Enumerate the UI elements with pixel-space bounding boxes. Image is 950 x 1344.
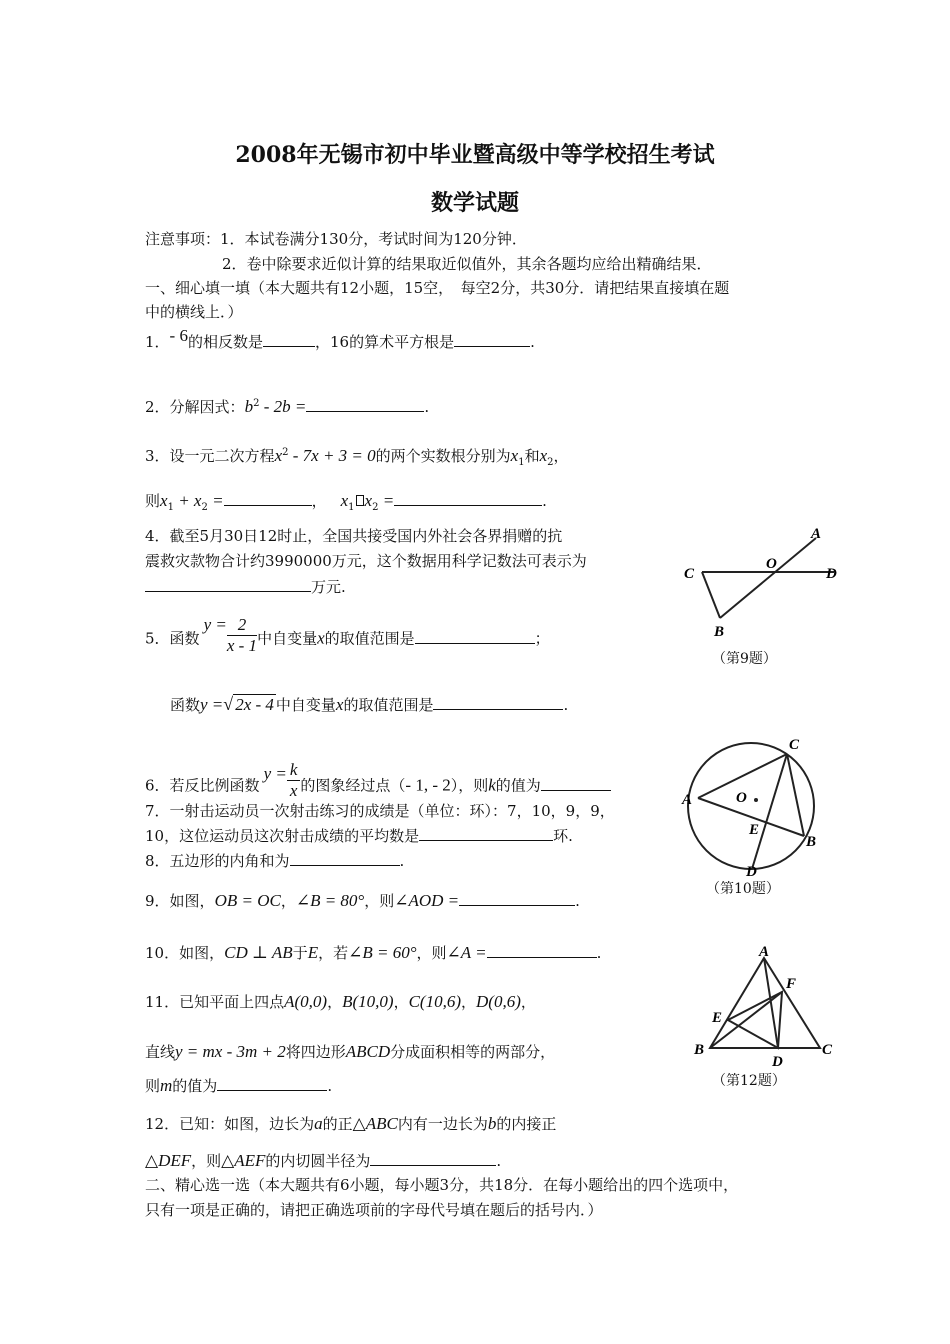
q5-y: y = bbox=[203, 614, 227, 634]
q3-text-3: 和 bbox=[524, 447, 540, 465]
q1-number: 1． bbox=[145, 333, 170, 351]
q4-end: 万元. bbox=[311, 578, 346, 596]
fig10-label-b: B bbox=[806, 834, 817, 850]
q2-expr-b: b bbox=[244, 397, 254, 416]
q11-m: m bbox=[160, 1076, 173, 1095]
q11-point-a: A(0,0) bbox=[284, 992, 328, 1011]
q2-end: . bbox=[424, 398, 430, 416]
fig12-label-f: F bbox=[786, 976, 797, 992]
question-12-line-2 bbox=[145, 1150, 501, 1171]
section1-line-1: 一、细心填一填（本大题共有12小题，15空， 每空2分，共30分．请把结果直接填在题 bbox=[145, 279, 730, 297]
q9-expr-3: ∠AOD = bbox=[394, 891, 460, 910]
question-4-line-1: 4．截至5月30日12时止，全国共接受国内外社会各界捐赠的抗 bbox=[145, 527, 563, 545]
fig12-label-e: E bbox=[712, 1010, 723, 1026]
q10-number: 10． bbox=[145, 944, 180, 962]
fig9-line-cb bbox=[702, 572, 720, 618]
q3-x2: x bbox=[539, 446, 548, 465]
q5-blank-1[interactable] bbox=[415, 628, 535, 644]
q12-text-1: 已知：如图，边长为 bbox=[179, 1115, 315, 1133]
q11-number: 11． bbox=[145, 993, 180, 1011]
q3-sum-a: x bbox=[160, 491, 168, 510]
q5-text-2: 中自变量 bbox=[257, 629, 318, 648]
question-4-line-2: 震救灾款物合计约3990000万元，这个数据用科学记数法可表示为 bbox=[145, 552, 587, 570]
q5-text-4: 函数 bbox=[170, 696, 201, 714]
q3-number: 3． bbox=[145, 447, 170, 465]
q5-text-6: 的取值范围是 bbox=[343, 696, 434, 714]
q12-text-3: 内有一边长为 bbox=[397, 1115, 488, 1133]
q6-y: y = bbox=[263, 763, 287, 783]
q11-blank[interactable] bbox=[217, 1075, 327, 1091]
q12-def: △DEF bbox=[145, 1151, 192, 1170]
figure-9 bbox=[676, 524, 846, 644]
fig9-label-b: B bbox=[714, 624, 725, 640]
question-2 bbox=[145, 394, 429, 417]
notes-line-1 bbox=[145, 229, 527, 249]
question-11-line-2 bbox=[145, 1042, 555, 1062]
q5-fraction-numerator: 2 bbox=[227, 615, 257, 636]
q6-point: - 1, - 2 bbox=[405, 775, 451, 795]
q10-expr-3: ∠B = 60° bbox=[348, 943, 417, 962]
fig9-line-ba bbox=[720, 538, 816, 618]
q9-number: 9． bbox=[145, 892, 170, 910]
section2-line-1: 二、精心选一选（本大题共有6小题，每小题3分，共18分．在每小题给出的四个选项中， bbox=[145, 1176, 739, 1194]
q6-text-3: ），则 bbox=[450, 776, 489, 795]
fig9-label-a: A bbox=[811, 526, 822, 542]
q12-text-5: ，则 bbox=[191, 1152, 222, 1170]
q6-fraction bbox=[287, 760, 301, 801]
q11-point-d: D(0,6) bbox=[476, 992, 521, 1011]
q9-end: . bbox=[575, 892, 580, 910]
q2-text-1: 分解因式： bbox=[169, 398, 245, 416]
q1-end: . bbox=[530, 333, 535, 351]
q5-text-1: 函数 bbox=[169, 629, 200, 648]
q12-end: . bbox=[496, 1152, 502, 1170]
q7-blank[interactable] bbox=[419, 825, 553, 841]
q6-text-2: 的图象经过点（ bbox=[300, 776, 406, 795]
question-7-line-1: 7．一射击运动员一次射击练习的成绩是（单位：环）：7，10，9，9， bbox=[145, 802, 615, 820]
q11-sep-2: ， bbox=[393, 993, 409, 1011]
q10-expr-4: ∠A = bbox=[446, 943, 487, 962]
q10-end: . bbox=[596, 944, 602, 962]
q11-sep-1: ， bbox=[327, 993, 343, 1011]
fig10-chord-cd bbox=[752, 754, 787, 869]
q3-then: 则 bbox=[145, 492, 161, 510]
q3-text-1: 设一元二次方程 bbox=[169, 447, 275, 465]
q3-sum-sub-1: 1 bbox=[167, 502, 174, 513]
q3-prod-eq: = bbox=[378, 491, 395, 510]
fig12-label-c: C bbox=[822, 1042, 833, 1058]
fig12-line-ad bbox=[764, 958, 778, 1048]
q8-blank[interactable] bbox=[290, 850, 400, 866]
q1-blank-1[interactable] bbox=[263, 331, 315, 347]
question-12-line-1 bbox=[145, 1114, 556, 1134]
q8-text: 8．五边形的内角和为 bbox=[145, 852, 290, 870]
q5-blank-2[interactable] bbox=[433, 694, 563, 710]
q9-text-2: ， bbox=[280, 892, 296, 910]
fig10-label-e: E bbox=[749, 822, 760, 838]
exam-subtitle: 数学试题 bbox=[430, 190, 519, 216]
fig10-label-o: O bbox=[736, 790, 747, 806]
q3-comma: ， bbox=[311, 492, 327, 510]
fig12-label-b: B bbox=[694, 1042, 705, 1058]
q12-b: b bbox=[487, 1114, 497, 1133]
q11-text-1: 已知平面上四点 bbox=[179, 993, 285, 1011]
q3-eq-rest: - 7x + 3 = 0 bbox=[288, 446, 376, 465]
q11-text-5: 则 bbox=[145, 1077, 161, 1095]
q3-text-4: ， bbox=[553, 447, 569, 465]
question-11-line-3 bbox=[145, 1075, 332, 1096]
fig10-label-a: A bbox=[682, 792, 693, 808]
q6-blank[interactable] bbox=[541, 775, 611, 791]
q12-blank[interactable] bbox=[370, 1150, 496, 1166]
q12-a: a bbox=[314, 1114, 323, 1133]
question-7-line-2 bbox=[145, 825, 573, 846]
q12-abc: △ABC bbox=[352, 1114, 398, 1133]
q4-blank[interactable] bbox=[145, 576, 311, 592]
question-5-line-1 bbox=[145, 614, 550, 660]
q12-text-4: 的内接正 bbox=[496, 1115, 557, 1133]
q6-text-1: 若反比例函数 bbox=[169, 776, 260, 795]
q10-text-2: 于 bbox=[292, 944, 308, 962]
q2-expr-rest: - 2b = bbox=[259, 397, 307, 416]
fig9-label-d: D bbox=[826, 566, 837, 582]
q3-blank-2[interactable] bbox=[394, 490, 542, 506]
q11-point-c: C(10,6) bbox=[408, 992, 461, 1011]
question-8 bbox=[145, 850, 404, 871]
q7-text: 10，这位运动员这次射击成绩的平均数是 bbox=[145, 827, 420, 845]
q3-text-2: 的两个实数根分别为 bbox=[375, 447, 511, 465]
fig9-label-c: C bbox=[684, 566, 695, 582]
q10-blank[interactable] bbox=[487, 942, 597, 958]
q11-sep-3: ， bbox=[461, 993, 477, 1011]
question-10 bbox=[145, 942, 601, 963]
q3-prod-dot bbox=[356, 495, 364, 506]
q3-sum-sub-2: 2 bbox=[201, 502, 208, 513]
q5-text-3: 的取值范围是 bbox=[324, 629, 415, 648]
figure-10-caption: （第10题） bbox=[706, 881, 780, 897]
question-1 bbox=[145, 326, 535, 352]
q5-radicand: 2x - 4 bbox=[235, 695, 274, 714]
question-5-line-2 bbox=[170, 694, 568, 715]
q11-line-eq: y = mx - 3m + 2 bbox=[175, 1042, 286, 1061]
q11-text-2: 直线 bbox=[145, 1043, 176, 1061]
q11-quad: ABCD bbox=[345, 1042, 391, 1061]
fig10-label-c: C bbox=[789, 737, 800, 753]
question-11-line-1 bbox=[145, 992, 536, 1012]
q12-aef: △AEF bbox=[221, 1151, 266, 1170]
q10-text-4: ，则 bbox=[416, 944, 447, 962]
q3-sum-b: x bbox=[193, 491, 202, 510]
q9-expr-1: OB = OC bbox=[214, 891, 281, 910]
q3-sum-op: + bbox=[173, 491, 194, 510]
q11-end: . bbox=[327, 1077, 333, 1095]
q3-exponent: 2 bbox=[282, 447, 289, 458]
q3-sub-2: 2 bbox=[547, 457, 554, 468]
q11-text-4: 分成面积相等的两部分， bbox=[390, 1043, 556, 1061]
q3-prod-b: x bbox=[364, 491, 373, 510]
q10-text-3: ，若 bbox=[318, 944, 349, 962]
fig10-center-dot bbox=[754, 798, 758, 802]
q9-text-3: ，则 bbox=[364, 892, 395, 910]
q5-fraction bbox=[227, 615, 257, 656]
q6-number: 6． bbox=[145, 776, 170, 795]
question-3-line-2 bbox=[145, 490, 547, 518]
q6-k: k bbox=[488, 775, 496, 795]
q5-end-1: ； bbox=[534, 629, 550, 648]
q3-sub-1: 1 bbox=[518, 457, 525, 468]
q9-text-1: 如图， bbox=[169, 892, 215, 910]
q2-blank[interactable] bbox=[306, 396, 424, 412]
q10-text-1: 如图， bbox=[179, 944, 225, 962]
q11-sep-4: ， bbox=[520, 993, 536, 1011]
fig10-circle bbox=[688, 743, 817, 869]
question-4-line-3 bbox=[145, 576, 346, 597]
exam-title: 2008年无锡市初中毕业暨高级中等学校招生考试 bbox=[235, 142, 715, 168]
q2-number: 2． bbox=[145, 398, 170, 416]
fig10-label-d: D bbox=[746, 864, 757, 876]
q6-text-4: 的值为 bbox=[495, 776, 541, 795]
q5-number: 5． bbox=[145, 629, 170, 648]
q1-text-1: 的相反数是 bbox=[187, 333, 263, 351]
q3-sum-eq: = bbox=[207, 491, 224, 510]
q6-fraction-numerator: k bbox=[287, 760, 301, 781]
q5-end-2: . bbox=[563, 696, 569, 714]
q3-x1: x bbox=[510, 446, 519, 465]
q8-end: . bbox=[399, 852, 405, 870]
q5-text-5: 中自变量 bbox=[275, 696, 336, 714]
q3-prod-sub-2: 2 bbox=[372, 502, 379, 513]
fig12-label-a: A bbox=[759, 944, 770, 960]
q6-fraction-denominator: x bbox=[289, 781, 298, 800]
question-9 bbox=[145, 890, 580, 911]
q1-expr: - 6 bbox=[169, 326, 188, 345]
q5-y2: y = bbox=[200, 695, 224, 714]
question-3-line-1 bbox=[145, 443, 569, 473]
figure-10 bbox=[676, 734, 826, 876]
fig9-label-o: O bbox=[766, 556, 777, 572]
q5-fraction-denominator: x - 1 bbox=[226, 636, 258, 655]
q12-text-6: 的内切圆半径为 bbox=[265, 1152, 371, 1170]
q5-x: x bbox=[317, 628, 325, 648]
q5-x2: x bbox=[335, 695, 344, 714]
q3-eq-x: x bbox=[274, 446, 283, 465]
notes-item-1: 1．本试卷满分130分，考试时间为120分钟． bbox=[220, 230, 527, 248]
q2-exponent: 2 bbox=[253, 398, 260, 409]
q3-prod-sub-1: 1 bbox=[348, 502, 355, 513]
q12-number: 12． bbox=[145, 1115, 180, 1133]
q7-end: 环. bbox=[553, 827, 573, 845]
q1-blank-2[interactable] bbox=[454, 331, 530, 347]
q11-text-3: 将四边形 bbox=[285, 1043, 346, 1061]
q3-end: . bbox=[542, 492, 547, 510]
q1-text-2: ，16的算术平方根是 bbox=[314, 333, 455, 351]
q9-blank[interactable] bbox=[459, 890, 575, 906]
notes-label: 注意事项： bbox=[145, 230, 221, 248]
q10-expr-2: E bbox=[307, 943, 319, 962]
fig10-chord-cb bbox=[787, 754, 804, 836]
q11-text-6: 的值为 bbox=[172, 1077, 218, 1095]
q3-blank-1[interactable] bbox=[224, 490, 312, 506]
q3-prod-a: x bbox=[340, 491, 349, 510]
q9-expr-2: ∠B = 80° bbox=[295, 891, 365, 910]
figure-12 bbox=[688, 942, 836, 1068]
q11-point-b: B(10,0) bbox=[342, 992, 394, 1011]
q12-text-2: 的正 bbox=[322, 1115, 353, 1133]
q5-sqrt-sign: √ bbox=[223, 694, 234, 714]
fig12-label-d: D bbox=[772, 1054, 783, 1068]
figure-9-caption: （第9题） bbox=[712, 651, 777, 667]
section1-line-2: 中的横线上．） bbox=[145, 303, 243, 321]
figure-12-caption: （第12题） bbox=[712, 1073, 786, 1089]
notes-item-2: 2．卷中除要求近似计算的结果取近似值外，其余各题均应给出精确结果． bbox=[222, 255, 712, 273]
q10-expr-1: CD ⊥ AB bbox=[224, 943, 293, 962]
section2-line-2: 只有一项是正确的，请把正确选项前的字母代号填在题后的括号内．） bbox=[145, 1201, 603, 1219]
